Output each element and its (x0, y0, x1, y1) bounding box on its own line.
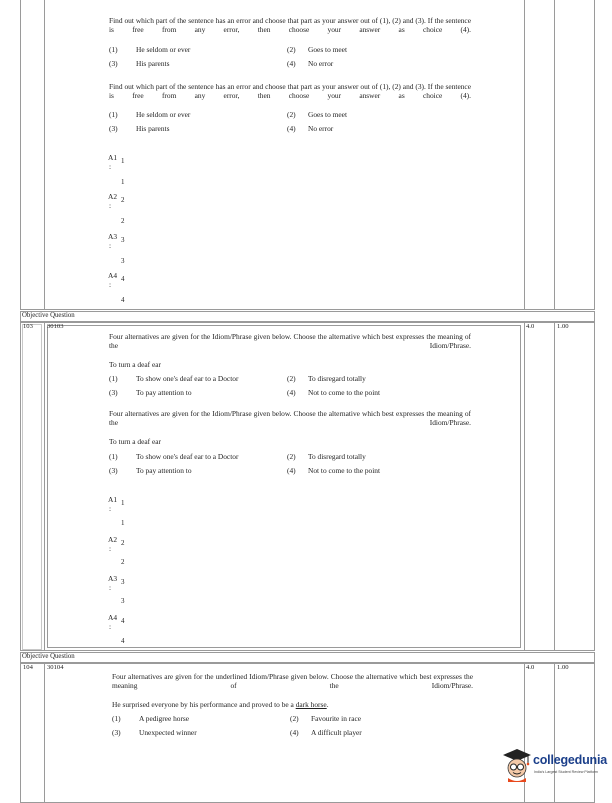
q104-type-label: Objective Question (22, 653, 75, 660)
q102-answer-colon: : (109, 241, 112, 250)
q103-phrase-repeat: To turn a deaf ear (109, 437, 162, 446)
q104-negative: 1.00 (557, 664, 569, 671)
q104-number: 104 (23, 664, 33, 671)
q104-instruction: Four alternatives are given for the underlined Idiom/Phrase given below. Choose the alternative which best expresses the meaning of the Idiom/Phrase. (112, 672, 473, 691)
q102-col-line (524, 0, 525, 310)
q104-col-line (44, 663, 45, 803)
q102-instruction-repeat: Find out which part of the sentence has an error and choose that part as your answer out of (1), (2) and (3). If the sentence is free from any error, then choose your answer as choice (4). (109, 82, 471, 101)
q103-answer-below: 2 (121, 558, 125, 566)
q102-answer-below: 2 (121, 217, 125, 225)
q103-option-num: (4) (287, 466, 296, 475)
q103-answer-colon: : (109, 544, 112, 553)
q103-col-line (44, 322, 45, 651)
q104-option-text: A pedigree horse (139, 714, 190, 723)
q102-answer-value: 1 (121, 157, 125, 165)
graduate-mascot-icon (502, 748, 532, 782)
q103-marks: 4.0 (526, 323, 535, 330)
q102-answer-label: A4 (108, 271, 118, 280)
q102-option-num: (3) (109, 59, 118, 68)
q103-phrase: To turn a deaf ear (109, 360, 162, 369)
q104-option-text: Unexpected winner (139, 728, 197, 737)
q103-option-text: To pay attention to (136, 388, 192, 397)
q104-option-text: A difficult player (311, 728, 362, 737)
q104-id: 30104 (47, 664, 64, 671)
q103-option-num: (2) (287, 452, 296, 461)
q104-sentence (112, 700, 329, 709)
q102-answer-below: 3 (121, 257, 125, 265)
q103-option-num: (3) (109, 388, 118, 397)
q103-content-cell (47, 325, 521, 648)
q103-col-line (524, 322, 525, 651)
q104-option-num: (2) (290, 714, 299, 723)
q102-answer-label: A1 (108, 153, 118, 162)
q102-option-text: Goes to meet (308, 45, 347, 54)
q104-marks: 4.0 (526, 664, 535, 671)
q103-number-cell (22, 324, 42, 650)
q103-option-text: To show one's deaf ear to a Doctor (136, 452, 239, 461)
q102-answer-below: 4 (121, 296, 125, 304)
q103-option-text: Not to come to the point (308, 388, 381, 397)
q103-answer-label: A2 (108, 535, 118, 544)
q102-option-num: (4) (287, 124, 296, 133)
q103-answer-label: A1 (108, 495, 118, 504)
q102-answer-colon: : (109, 280, 112, 289)
q103-option-text: Not to come to the point (308, 466, 381, 475)
q102-answer-value: 3 (121, 236, 125, 244)
q104-sentence-underlined: dark horse (295, 700, 327, 709)
q103-answer-below: 4 (121, 637, 125, 645)
q103-answer-value: 2 (121, 539, 125, 547)
q103-answer-colon: : (109, 583, 112, 592)
q102-answer-label: A3 (108, 232, 118, 241)
q103-option-num: (3) (109, 466, 118, 475)
q103-answer-label: A4 (108, 613, 118, 622)
q103-negative: 1.00 (557, 323, 569, 330)
q102-answer-value: 2 (121, 196, 125, 204)
q102-option-num: (1) (109, 45, 118, 54)
q103-col-line (554, 322, 555, 651)
q104-option-num: (4) (290, 728, 299, 737)
q103-option-text: To disregard totally (308, 452, 366, 461)
q102-instruction: Find out which part of the sentence has an error and choose that part as your answer out of (1), (2) and (3). If the sentence is free from any error, then choose your answer as choice (4). (109, 16, 471, 35)
q102-option-text: Goes to meet (308, 110, 347, 119)
q104-option-num: (1) (112, 714, 121, 723)
q103-answer-colon: : (109, 622, 112, 631)
q102-option-num: (2) (287, 110, 296, 119)
q103-number: 103 (23, 323, 33, 330)
q102-option-num: (3) (109, 124, 118, 133)
q104-option-text: Favourite in race (311, 714, 362, 723)
q102-option-text: He seldom or ever (136, 45, 191, 54)
q102-option-num: (1) (109, 110, 118, 119)
brand-name: collegedunia (533, 753, 608, 767)
q103-answer-label: A3 (108, 574, 118, 583)
q103-instruction-repeat: Four alternatives are given for the Idiom/Phrase given below. Choose the alternative which best expresses the meaning of the Idiom/Phrase. (109, 409, 471, 428)
q102-answer-value: 4 (121, 275, 125, 283)
q103-answer-below: 1 (121, 519, 125, 527)
q102-answer-colon: : (109, 162, 112, 171)
q103-answer-value: 1 (121, 499, 125, 507)
q103-answer-below: 3 (121, 597, 125, 605)
collegedunia-logo (502, 746, 610, 786)
q102-answer-label: A2 (108, 192, 118, 201)
q103-type-row (20, 311, 595, 322)
q102-answer-below: 1 (121, 178, 125, 186)
q104-type-row (20, 652, 595, 663)
q104-sentence-after: . (326, 700, 329, 709)
brand-tagline: India's Largest Student Review Platform (534, 770, 598, 774)
q102-option-text: He seldom or ever (136, 110, 191, 119)
q103-option-num: (4) (287, 388, 296, 397)
q103-answer-value: 3 (121, 578, 125, 586)
q102-answer-colon: : (109, 201, 112, 210)
q102-option-text: No error (308, 124, 334, 133)
q102-option-text: His parents (136, 124, 170, 133)
q103-instruction: Four alternatives are given for the Idiom/Phrase given below. Choose the alternative which best expresses the meaning of the Idiom/Phrase. (109, 332, 471, 351)
q102-col-line (44, 0, 45, 310)
q102-option-text: No error (308, 59, 334, 68)
q103-answer-colon: : (109, 504, 112, 513)
q103-option-text: To show one's deaf ear to a Doctor (136, 374, 239, 383)
q102-option-num: (4) (287, 59, 296, 68)
q103-option-num: (1) (109, 452, 118, 461)
q102-option-num: (2) (287, 45, 296, 54)
q103-type-label: Objective Question (22, 312, 75, 319)
q104-option-num: (3) (112, 728, 121, 737)
q103-answer-value: 4 (121, 617, 125, 625)
q103-option-text: To pay attention to (136, 466, 192, 475)
q102-option-text: His parents (136, 59, 170, 68)
q103-option-num: (1) (109, 374, 118, 383)
q103-id: 30103 (47, 323, 64, 330)
q102-col-line (554, 0, 555, 310)
q104-sentence-before: He surprised everyone by his performance and proved to be a (112, 700, 296, 709)
q103-option-num: (2) (287, 374, 296, 383)
q103-option-text: To disregard totally (308, 374, 366, 383)
